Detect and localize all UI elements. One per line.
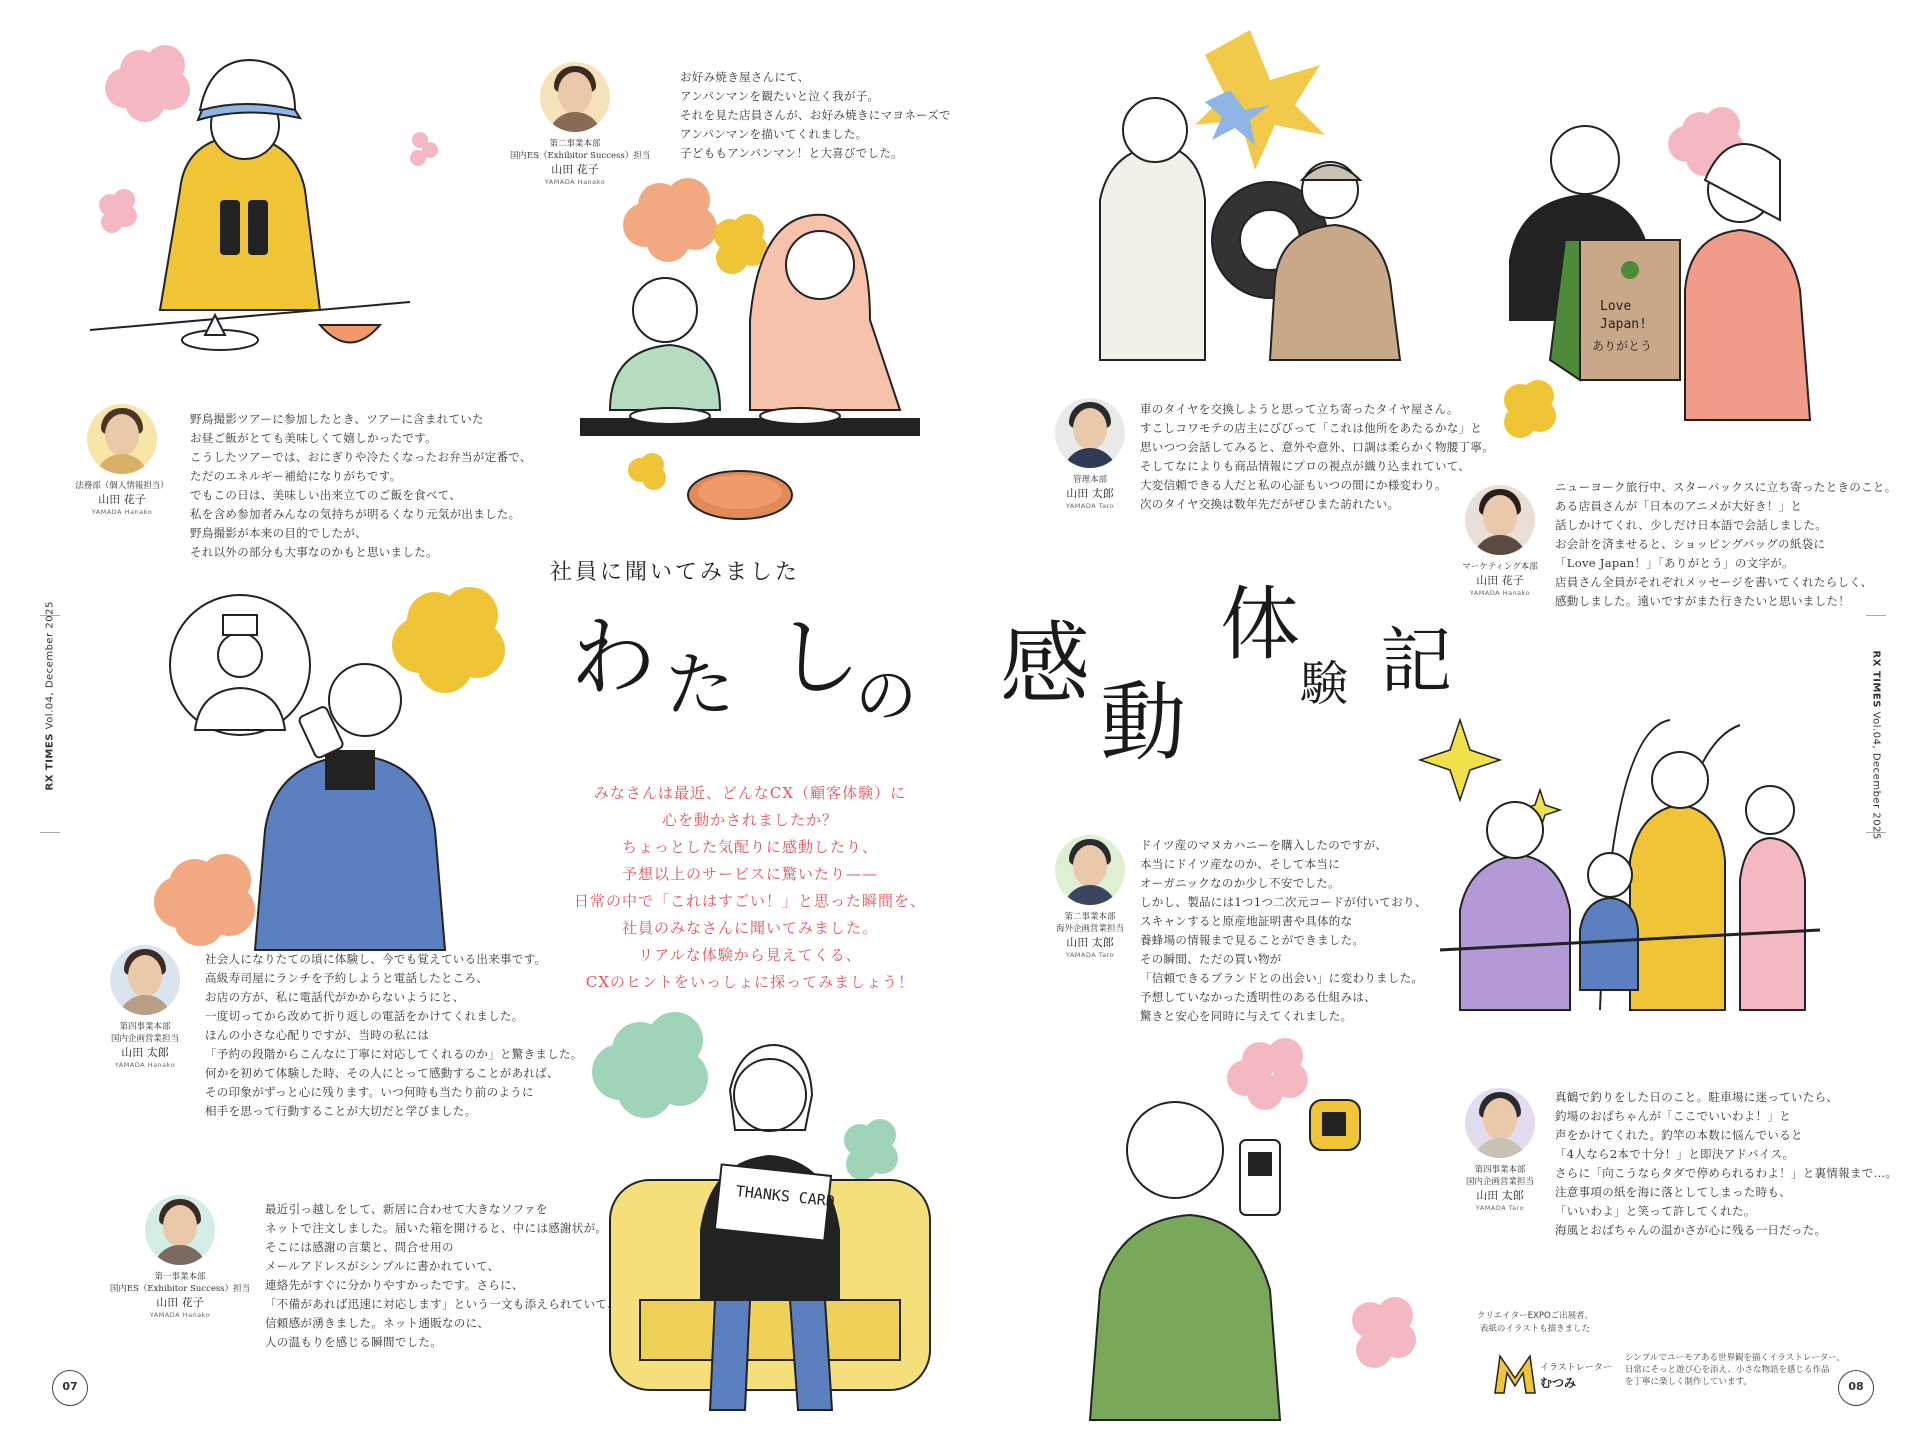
illustration-qr-honey xyxy=(1080,1040,1410,1420)
flower-icon xyxy=(99,189,137,233)
intro-line: 予想以上のサービスに驚いたり—— xyxy=(621,865,878,883)
story-line: すこしコワモテの店主にびびって「これは他所をあたるかな」と xyxy=(1140,421,1483,435)
author-dept: 第四事業本部 xyxy=(1474,1165,1526,1175)
avatar xyxy=(540,62,610,132)
author-dept: 法務部（個人情報担当） xyxy=(75,481,169,491)
illustrator-desc-line: シンプルでユーモアある世界観を描くイラストレーター。 xyxy=(1625,1353,1845,1363)
story-line: その瞬間、ただの買い物が xyxy=(1140,952,1282,966)
intro-line: ちょっとした気配りに感動したり、 xyxy=(621,838,878,856)
avatar xyxy=(145,1195,215,1265)
author-role: 海外企画営業担当 xyxy=(1055,924,1124,934)
story-line: 社会人になりたての頃に体験し、今でも覚えている出来事です。 xyxy=(205,952,547,966)
story-fishing-author xyxy=(1435,1088,1565,1213)
tire-shop-drawing xyxy=(1080,20,1410,380)
story-line: 「信頼できるブランドとの出会い」に変わりました。 xyxy=(1140,971,1424,985)
story-line: 「予約の段階からこんなに丁寧に対応してくれるのか」と驚きました。 xyxy=(205,1047,583,1061)
story-line: ある店員さんが「日本のアニメが大好き！」と xyxy=(1555,499,1803,513)
story-line: その印象がずっと心に残ります。いつ何時も当たり前のように xyxy=(205,1085,534,1099)
author-dept: 第一事業本部 xyxy=(154,1272,206,1282)
phone-call-drawing xyxy=(155,590,515,950)
author-name: 山田 太郎 xyxy=(1066,936,1114,949)
story-line: さらに「向こうならタダで停められるわよ！」と裏情報まで…。 xyxy=(1555,1166,1898,1180)
author-roman: YAMADA Taro xyxy=(1065,502,1115,510)
thanks-card-text: THANKS CARD xyxy=(734,1182,836,1211)
avatar xyxy=(1055,398,1125,468)
author-name: 山田 花子 xyxy=(1476,574,1524,587)
title-char-6: 動 xyxy=(1100,673,1186,773)
story-line: お昼ご飯がとても美味しくて嬉しかったです。 xyxy=(190,431,437,445)
story-line: 海風とおばちゃんの温かさが心に残る一日だった。 xyxy=(1555,1223,1827,1237)
author-name: 山田 太郎 xyxy=(121,1046,169,1059)
avatar xyxy=(1055,835,1125,905)
flower-icon xyxy=(105,45,190,122)
story-line: こうしたツアーでは、おにぎりや冷たくなったお弁当が定番で、 xyxy=(190,450,532,464)
story-line: お店の方が、私に電話代がかからないようにと、 xyxy=(205,990,465,1004)
story-line: お好み焼き屋さんにて、 xyxy=(680,70,810,84)
story-line: それ以外の部分も大事なのかもと思いました。 xyxy=(190,545,438,559)
story-line: 「4人なら2本で十分！」と即決アドバイス。 xyxy=(1555,1147,1795,1161)
story-line: しかし、製品には1つ1つ二次元コードが付いており、 xyxy=(1140,895,1427,909)
title-char-2: た xyxy=(665,644,735,726)
title-char-8: 験 xyxy=(1300,656,1349,712)
author-dept: 第四事業本部 xyxy=(119,1022,171,1032)
story-line: 野鳥撮影が本来の目的でしたが、 xyxy=(190,526,367,540)
illustration-okonomiyaki xyxy=(570,180,930,540)
story-line: 信頼感が湧きました。ネット通販なのに、 xyxy=(265,1316,490,1330)
author-roman: YAMADA Hanako xyxy=(149,1311,211,1319)
illustration-fishing xyxy=(1440,710,1820,1070)
side-label-left xyxy=(44,601,56,791)
illustrator-name: むつみ xyxy=(1540,1376,1577,1390)
bag-text-line2: Japan! xyxy=(1600,317,1647,332)
story-sushi-text xyxy=(205,950,583,1121)
illustration-love-japan xyxy=(1490,60,1830,460)
okonomiyaki-drawing xyxy=(570,180,930,540)
illustrator-note xyxy=(1470,1310,1600,1336)
author-roman: YAMADA Hanako xyxy=(114,1061,176,1069)
author-dept: マーケティング本部 xyxy=(1462,562,1538,572)
author-name: 山田 花子 xyxy=(156,1296,204,1309)
story-line: アンパンマンを描いてくれました。 xyxy=(680,127,868,141)
story-line: ほんの小さな心配りですが、当時の私には xyxy=(205,1028,430,1042)
intro-line: 社員のみなさんに聞いてみました。 xyxy=(621,919,878,937)
author-role: 国内ES（Exhibitor Success）担当 xyxy=(109,1284,251,1294)
intro-text xyxy=(540,780,960,996)
story-line: オーガニックなのか少し不安でした。 xyxy=(1140,876,1340,890)
story-birdwatching-text xyxy=(190,410,532,562)
story-line: 高級寿司屋にランチを予約しようと電話したところ、 xyxy=(205,971,489,985)
title-char-1: わ xyxy=(570,608,656,708)
author-roman: YAMADA Hanako xyxy=(544,178,606,186)
story-line: 養蜂場の情報まで見ることができました。 xyxy=(1140,933,1365,947)
story-line: 注意事項の紙を海に落としてしまった時も、 xyxy=(1555,1185,1791,1199)
intro-line: リアルな体験から見えてくる、 xyxy=(638,946,862,964)
author-roman: YAMADA Taro xyxy=(1065,951,1115,959)
story-line: 何かを初めて体験した時、その人にとって感動することがあれば、 xyxy=(205,1066,559,1080)
story-sofa-author xyxy=(100,1195,260,1320)
illustrator-desc-line: 日常にそっと遊び心を添え、小さな物語を感じる作品 xyxy=(1625,1365,1830,1375)
bag-text-line1: Love xyxy=(1600,299,1632,314)
title-char-3: し xyxy=(775,608,861,708)
story-line: 野鳥撮影ツアーに参加したとき、ツアーに含まれていた xyxy=(190,412,484,426)
author-name: 山田 太郎 xyxy=(1066,487,1114,500)
story-line: 人の温もりを感じる瞬間でした。 xyxy=(265,1335,442,1349)
side-issue-left: Vol.04, December 2025 xyxy=(44,601,56,730)
story-newyork-author xyxy=(1440,485,1560,598)
story-line: 声をかけてくれた。釣竿の本数に悩んでいると xyxy=(1555,1128,1803,1142)
story-birdwatching-author xyxy=(62,404,182,517)
author-role: 国内企画営業担当 xyxy=(1465,1177,1534,1187)
birdwatcher-drawing xyxy=(90,40,410,380)
illustrator-description xyxy=(1625,1352,1845,1388)
illustration-tire-shop xyxy=(1080,20,1410,380)
illustrator-label: イラストレーター xyxy=(1540,1363,1612,1373)
author-dept: 第二事業本部 xyxy=(549,139,601,149)
avatar xyxy=(87,404,157,474)
story-line: 相手を思って行動することが大切だと学びました。 xyxy=(205,1104,477,1118)
story-line: 話しかけてくれ、少しだけ日本語で会話しました。 xyxy=(1555,518,1828,532)
author-roman: YAMADA Hanako xyxy=(1469,589,1531,597)
author-role: 国内企画営業担当 xyxy=(110,1034,179,1044)
avatar xyxy=(1465,485,1535,555)
author-roman: YAMADA Hanako xyxy=(91,508,153,516)
story-okonomiyaki-text xyxy=(680,68,951,163)
story-fishing-text xyxy=(1555,1088,1897,1240)
title-char-5: 感 xyxy=(1000,612,1090,717)
side-brand-left: RX TIMES xyxy=(44,733,56,791)
story-line: そしてなによりも商品情報にプロの視点が織り込まれていて、 xyxy=(1140,459,1471,473)
side-brand-right: RX TIMES xyxy=(1870,650,1882,708)
story-line: 一度切ってから改めて折り返しの電話をかけてくれました。 xyxy=(205,1009,524,1023)
author-dept: 第二事業本部 xyxy=(1064,912,1116,922)
avatar xyxy=(1465,1088,1535,1158)
intro-line: みなさんは最近、どんなCX（顧客体験）に xyxy=(593,784,907,802)
author-role: 国内ES（Exhibitor Success）担当 xyxy=(510,151,651,161)
story-line: アンパンマンを観たいと泣く我が子。 xyxy=(680,89,880,103)
story-okonomiyaki-author xyxy=(510,62,651,187)
page-number-right: 08 xyxy=(1838,1370,1874,1406)
story-line: お会計を済ませると、ショッピングバッグの紙袋に xyxy=(1555,537,1826,551)
story-line: 「いいわよ」と笑って許してくれた。 xyxy=(1555,1204,1756,1218)
illustrator-logo-icon xyxy=(1490,1348,1540,1398)
page-number-left: 07 xyxy=(52,1370,88,1406)
story-line: 子どももアンパンマン！と大喜びでした。 xyxy=(680,146,903,160)
illustrator-credit xyxy=(1470,1310,1850,1410)
page-subtitle: 社員に聞いてみました xyxy=(550,560,801,585)
intro-line: 日常の中で「これはすごい！」と思った瞬間を、 xyxy=(573,892,926,910)
author-name: 山田 太郎 xyxy=(1476,1189,1524,1202)
story-line: 「Love Japan！」「ありがとう」の文字が。 xyxy=(1555,556,1794,570)
title-char-9: 記 xyxy=(1380,619,1453,703)
qr-honey-drawing xyxy=(1080,1040,1410,1420)
story-line: ただのエネルギー補給になりがちです。 xyxy=(190,469,402,483)
story-honey-author xyxy=(1025,835,1155,960)
author-name: 山田 花子 xyxy=(551,163,599,176)
illustration-thanks-card xyxy=(600,1000,940,1420)
divider-left-bottom xyxy=(40,832,60,833)
story-line: 驚きと安心を同時に与えてくれました。 xyxy=(1140,1009,1353,1023)
divider-right-top xyxy=(1866,615,1886,616)
author-roman: YAMADA Taro xyxy=(1475,1204,1525,1212)
story-line: ニューヨーク旅行中、スターバックスに立ち寄ったときのこと。 xyxy=(1555,480,1897,494)
story-line: 店員さん全員がそれぞれメッセージを書いてくれたらしく、 xyxy=(1555,575,1873,589)
story-line: 予想していなかった透明性のある仕組みは、 xyxy=(1140,990,1376,1004)
story-tire-author xyxy=(1030,398,1150,511)
author-name: 山田 花子 xyxy=(98,493,146,506)
story-line: ドイツ産のマヌカハニーを購入したのですが、 xyxy=(1140,838,1388,852)
story-line: 本当にドイツ産なのか、そして本当に xyxy=(1140,857,1341,871)
story-line: 最近引っ越しをして、新居に合わせて大きなソファを xyxy=(265,1202,548,1216)
title-char-7: 体 xyxy=(1220,578,1300,671)
story-line: 釣場のおばちゃんが「ここでいいわよ！」と xyxy=(1555,1109,1791,1123)
story-line: 次のタイヤ交換は数年先だがぜひまた訪れたい。 xyxy=(1140,497,1400,511)
story-line: スキャンすると原産地証明書や具体的な xyxy=(1140,914,1353,928)
story-line: メールアドレスがシンプルに書かれていて、 xyxy=(265,1259,500,1273)
story-line: 感動しました。遠いですがまた行きたいと思いました！ xyxy=(1555,594,1850,608)
story-line: それを見た店員さんが、お好み焼きにマヨネーズで xyxy=(680,108,951,122)
bag-text-line3: ありがとう xyxy=(1592,339,1653,353)
illustrator-note-line: 表紙のイラストも描きました xyxy=(1479,1324,1591,1334)
story-line: そこには感謝の言葉と、問合せ用の xyxy=(265,1240,454,1254)
story-line: 「不備があれば迅速に対応します」という一文も添えられていて、 xyxy=(265,1297,619,1311)
story-honey-text xyxy=(1140,836,1427,1026)
title-char-4: の xyxy=(855,659,918,732)
avatar xyxy=(110,945,180,1015)
love-japan-drawing xyxy=(1490,60,1830,460)
illustration-phone-call xyxy=(155,590,515,950)
story-line: 思いつつ会話してみると、意外や意外、口調は柔らかく物腰丁寧。 xyxy=(1140,440,1494,454)
story-line: ネットで注文しました。届いた箱を開けると、中には感謝状が。 xyxy=(265,1221,608,1235)
intro-line: 心を動かされましたか？ xyxy=(661,811,838,829)
story-line: でもこの日は、美味しい出来立てのご飯を食べて、 xyxy=(190,488,462,502)
fishing-drawing xyxy=(1440,710,1820,1070)
illustrator-note-line: クリエイターEXPOご出展者。 xyxy=(1476,1311,1594,1321)
story-sofa-text xyxy=(265,1200,619,1352)
illustration-birdwatcher xyxy=(90,40,410,380)
intro-line: CXのヒントをいっしょに探ってみましょう！ xyxy=(585,973,915,991)
illustrator-desc-line: を丁寧に楽しく制作しています。 xyxy=(1625,1377,1752,1387)
story-line: 真鶴で釣りをした日のこと。駐車場に迷っていたら、 xyxy=(1555,1090,1839,1104)
side-issue-right: Vol.04, December 2025 xyxy=(1870,711,1882,840)
story-line: 車のタイヤを交換しようと思って立ち寄ったタイヤ屋さん。 xyxy=(1140,402,1459,416)
author-dept: 管理本部 xyxy=(1072,475,1107,485)
story-line: 大変信頼できる人だと私の心証もいつの間にか様変わり。 xyxy=(1140,478,1447,492)
side-label-right xyxy=(1870,650,1882,840)
story-line: 私を含め参加者みんなの気持ちが明るくなり元気が出ました。 xyxy=(190,507,521,521)
story-newyork-text xyxy=(1555,478,1897,611)
thanks-card-drawing xyxy=(600,1000,940,1420)
story-line: 連絡先がすぐに分かりやすかったです。さらに、 xyxy=(265,1278,524,1292)
story-sushi-author xyxy=(85,945,205,1070)
